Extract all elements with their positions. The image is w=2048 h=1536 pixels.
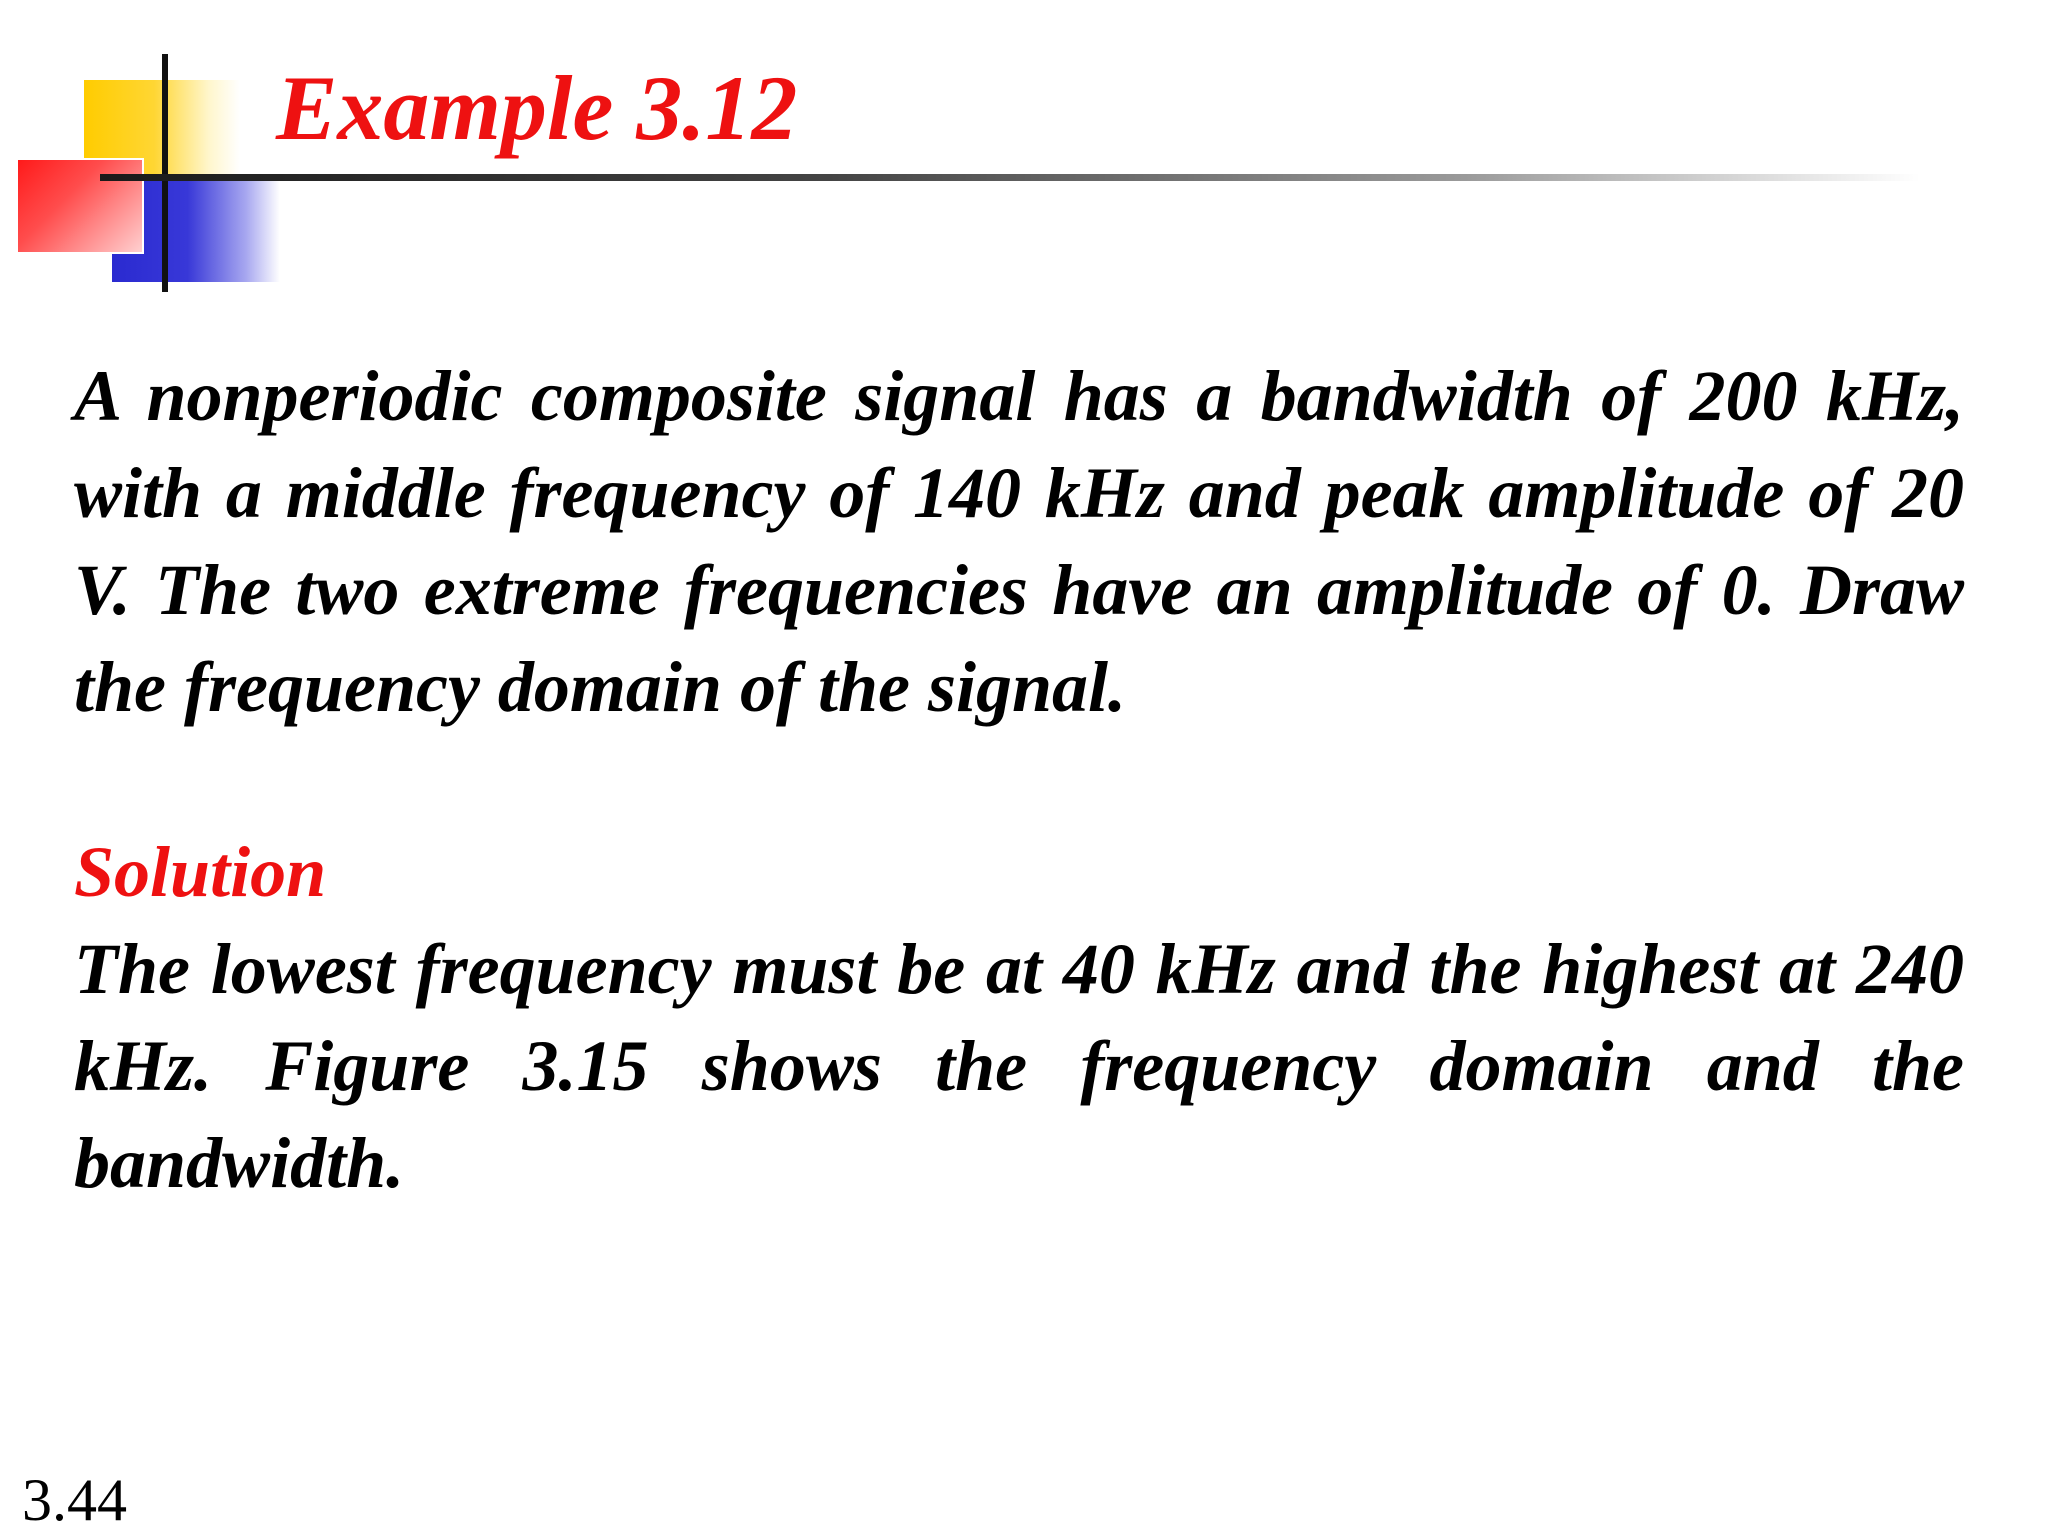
decorative-red-square xyxy=(16,158,144,254)
problem-statement: A nonperiodic composite signal has a bandwidth of 200 kHz, with a middle frequency of 140 kHz and peak amplitude of 20 V. The two extreme frequencies have an amplitude of 0. Draw the frequency domain of the signal. xyxy=(74,356,1964,727)
solution-heading: Solution xyxy=(74,832,327,912)
slide-number: 3.44 xyxy=(22,1467,127,1533)
decorative-vertical-line xyxy=(162,54,168,292)
solution-text: The lowest frequency must be at 40 kHz and the highest at 240 kHz. Figure 3.15 shows the frequency domain and the bandwidth. xyxy=(74,929,1964,1203)
title-underline-rule xyxy=(100,174,1920,181)
slide-title: Example 3.12 xyxy=(276,57,798,159)
slide-content xyxy=(74,348,1964,1212)
